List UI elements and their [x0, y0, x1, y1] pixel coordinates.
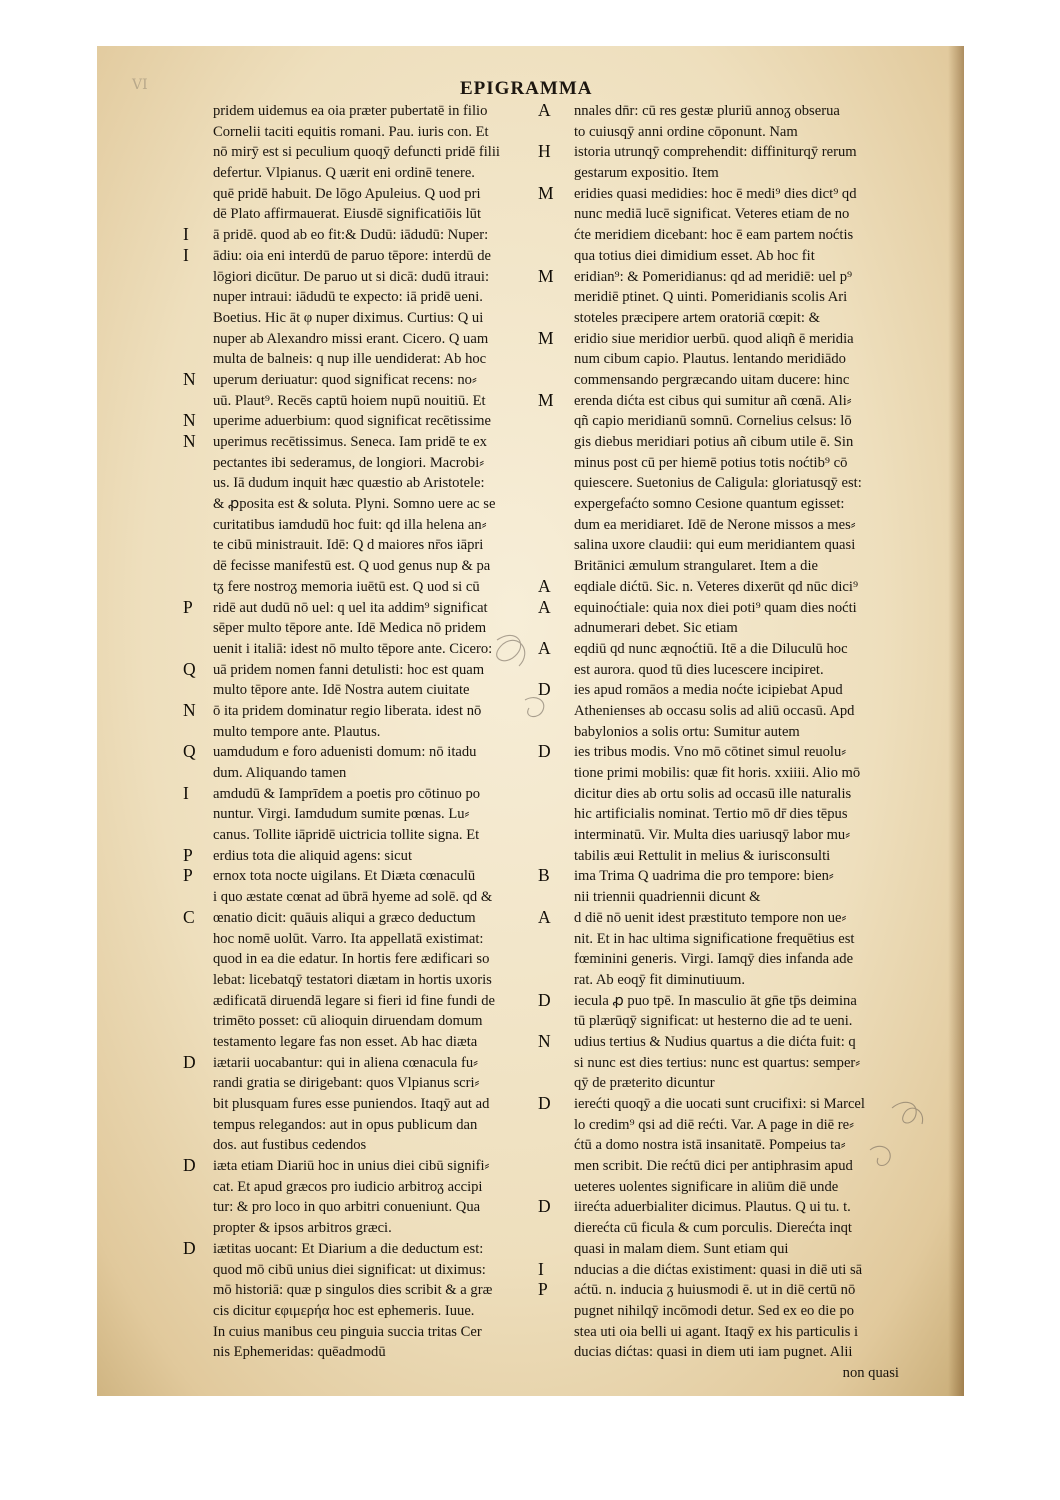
line-text: tū plærūqӯ significat: ut hesterno die ad te ueni.	[574, 1013, 853, 1030]
right-column-line	[537, 784, 903, 805]
left-column-line	[180, 1011, 542, 1032]
line-text: uperimus recētissimus. Seneca. Iam pridē te ex	[213, 434, 487, 450]
left-column-line	[180, 784, 542, 805]
line-text: ćtū a domo nostra istā insanitatē. Pompeius ta⸗	[574, 1137, 846, 1154]
initial-letter: P	[183, 844, 193, 865]
right-column-line	[537, 929, 903, 950]
line-text: erdius tota die aliquid agens: sicut	[213, 847, 412, 864]
line-text: pugnet nihilqӯ incōmodi detur. Sed ex eo die po	[574, 1302, 855, 1319]
right-column-line	[537, 598, 903, 619]
line-text: dē Plato affirmauerat. Eiusdē significatiōis lūt	[213, 206, 482, 223]
line-text: iӕta etiam Diariū hoc in unius diei cibū signifi⸗	[213, 1158, 490, 1175]
line-text: tur: & pro loco in quo arbitri conueniunt. Qua	[213, 1199, 481, 1216]
right-column-line	[537, 246, 903, 267]
line-text: salina uxore claudii: qui eum meridiantem quasi	[574, 537, 856, 554]
line-text: to cuiusqӯ anni ordine cōponunt. Nam	[574, 123, 798, 140]
line-text: multo tempore ante. Plautus.	[213, 723, 381, 740]
left-column-line	[180, 1053, 542, 1074]
left-column-line	[180, 204, 542, 225]
line-text: trimēto posset: cū alioquin diruendam domum	[213, 1013, 483, 1030]
line-text: meridiē ptinet. Q uinti. Pomeridianis scolis Ari	[574, 289, 848, 306]
initial-letter: A	[538, 100, 551, 120]
line-text: œnatio dicit: quāuis aliqui a grӕco deductum	[213, 909, 476, 926]
line-text: udius tertius & Nudius quartus a die dićta fuit: q	[574, 1033, 856, 1050]
initial-letter: D	[183, 1051, 196, 1072]
right-column-line	[537, 949, 903, 970]
initial-letter: N	[183, 410, 196, 431]
line-text: ā pridē. quod ab eo fit:& Dudū: iādudū: Nuper:	[213, 227, 489, 244]
initial-letter: I	[183, 244, 189, 265]
right-column-line	[537, 763, 903, 784]
line-text: defertur. Vlpianus. Q uӕrit eni ordinē tenere.	[213, 165, 475, 182]
right-column-line	[537, 122, 903, 143]
right-column-line	[537, 1094, 903, 1115]
left-column-line	[180, 742, 542, 763]
right-column-line	[537, 535, 903, 556]
line-text: qӯ de prӕterito dicuntur	[574, 1075, 715, 1092]
line-text: non quasi	[842, 1364, 899, 1381]
line-text: uā pridem nomen fanni detulisti: hoc est quam	[213, 661, 485, 678]
left-column-line	[180, 991, 542, 1012]
left-column-line	[180, 722, 542, 743]
left-column-line	[180, 1322, 542, 1343]
right-column-line	[537, 494, 903, 515]
left-column-line	[180, 866, 542, 887]
left-column-line	[180, 804, 542, 825]
right-column-line	[537, 618, 903, 639]
line-text: gestarum expositio. Item	[574, 165, 719, 182]
right-column-line	[537, 742, 903, 763]
left-column-line	[180, 225, 542, 246]
initial-letter: Q	[183, 658, 196, 679]
left-column-line	[180, 577, 542, 598]
right-column-line	[537, 142, 903, 163]
line-text: ridē aut dudū nō uel: q uel ita addim⁹ significat	[213, 599, 488, 616]
line-text: iӕtitas uocant: Et Diarium a die deductum est:	[213, 1240, 484, 1257]
line-text: nuper ab Alexandro missi erant. Cicero. Q uam	[213, 330, 489, 347]
running-head: EPIGRAMMA	[460, 78, 593, 99]
right-column-line	[537, 515, 903, 536]
right-column-line	[537, 308, 903, 329]
line-text: expergefaćto somno Cesione quantum egisset:	[574, 496, 845, 513]
line-text: qua totius diei dimidium esset. Ab hoc fit	[574, 247, 815, 264]
line-text: commensando pergrӕcando uitam ducere: hinc	[574, 371, 850, 388]
line-text: fœminini generis. Virgi. Iamqӯ dies infanda ade	[574, 951, 854, 968]
line-text: hic artificialis nominat. Tertio mō dr̄ dies tēpus	[574, 806, 848, 823]
initial-letter: D	[538, 741, 551, 762]
left-column-line	[180, 887, 542, 908]
right-column-line	[537, 846, 903, 867]
right-column-line	[537, 1218, 903, 1239]
line-text: ernox tota nocte uigilans. Et Diӕta cœnaculū	[213, 868, 476, 885]
right-column-line	[537, 1342, 903, 1363]
line-text: nii triennii quadriennii dicunt &	[574, 889, 761, 906]
line-text: ducias dićtas: quasi in diem uti iam pugnet. Alii	[574, 1344, 853, 1361]
line-text: nunc mediā lucē significat. Veteres etiam de no	[574, 206, 850, 223]
line-text: lebat: licebatqӯ testatori diӕtam in hortis uxoris	[213, 971, 492, 988]
line-text: ӕdificatā diruendā legare si fieri id fine fundi de	[213, 992, 496, 1009]
line-text: quod in ea die edatur. In hortis fere ӕdificari so	[213, 951, 490, 968]
left-column-line	[180, 1094, 542, 1115]
right-column-line	[537, 101, 903, 122]
line-text: Cornelii taciti equitis romani. Pau. iuris con. Et	[213, 123, 489, 140]
initial-letter: D	[538, 989, 551, 1010]
left-column-line	[180, 598, 542, 619]
left-column-line	[180, 473, 542, 494]
right-column-line	[537, 432, 903, 453]
right-column-line	[537, 1260, 903, 1281]
line-text: quiescere. Suetonius de Caligula: gloriatusqӯ est:	[574, 475, 862, 492]
right-column-line	[537, 329, 903, 350]
right-column-line	[537, 1032, 903, 1053]
initial-letter: M	[538, 265, 554, 286]
left-column-line	[180, 1156, 542, 1177]
left-column-line	[180, 411, 542, 432]
left-column-line	[180, 308, 542, 329]
line-text: eridio siue meridior uerbū. quod aliqñ ē meridia	[574, 330, 854, 347]
left-column-line	[180, 825, 542, 846]
initial-letter: A	[538, 575, 551, 596]
left-column-line	[180, 660, 542, 681]
left-column-line	[180, 453, 542, 474]
line-text: hoc nomē uolūt. Varro. Ita appellatā existimat:	[213, 930, 484, 947]
line-text: Athenienses ab occasu solis ad aliū occasū. Apd	[574, 702, 855, 719]
right-column-line	[537, 660, 903, 681]
line-text: num cibum capio. Plautus. lentando meridiādo	[574, 351, 846, 368]
line-text: ō ita pridem dominatur regio liberata. idest nō	[213, 702, 482, 719]
line-text: amdudū & Iamprīdem a poetis pro cōtinuo po	[213, 785, 481, 802]
line-text: istoria utrunqӯ comprehendit: diffiniturqӯ rerum	[574, 144, 857, 161]
initial-letter: N	[183, 368, 196, 389]
line-text: lōgiori dicūtur. De paruo ut si dicā: dudū itraui:	[213, 268, 490, 285]
line-text: erenda dićta est cibus qui sumitur añ cœnā. Ali⸗	[574, 392, 852, 409]
right-column-line	[537, 1197, 903, 1218]
right-column-line	[537, 473, 903, 494]
right-column-line	[537, 887, 903, 908]
right-column-line	[537, 163, 903, 184]
right-column-line	[537, 1239, 903, 1260]
initial-letter: P	[538, 1279, 548, 1300]
line-text: bit plusquam fures esse puniendos. Itaqӯ aut ad	[213, 1096, 490, 1112]
right-column-line	[537, 804, 903, 825]
line-text: interminatū. Vir. Multa dies uariusqӯ labor mu⸗	[574, 827, 851, 844]
right-column-line	[537, 991, 903, 1012]
line-text: equinoćtiale: quia nox diei poti⁹ quam dies noćti	[574, 599, 857, 616]
left-column-line	[180, 1177, 542, 1198]
right-column-line	[537, 287, 903, 308]
initial-letter: I	[538, 1258, 544, 1279]
line-text: dos. aut fustibus cedendos	[213, 1137, 367, 1154]
line-text: eridies quasi medidies: hoc ē medi⁹ dies dict⁹ qd	[574, 185, 857, 202]
line-text: ierećti quoqӯ a die uocati sunt crucifixi: si Marcel	[574, 1096, 865, 1112]
left-column-line	[180, 349, 542, 370]
initial-letter: N	[538, 1030, 551, 1051]
right-column-line	[537, 204, 903, 225]
left-column-line	[180, 101, 542, 122]
line-text: In cuius manibus ceu pinguia succia tritas Cer	[213, 1323, 482, 1340]
left-column-line	[180, 701, 542, 722]
line-text: te cibū ministrauit. Idē: Q d maiores nr̄os iāpri	[213, 537, 484, 554]
line-text: uū. Plaut⁹. Recēs captū hoiem nupū nouitiū. Et	[213, 392, 486, 409]
line-text: canus. Tollite iāpridē uictricia tollite signa. Et	[213, 827, 480, 844]
right-column-line	[537, 1135, 903, 1156]
right-column-line	[537, 453, 903, 474]
line-text: tempus relegandos: aut in opus publicum dan	[213, 1116, 478, 1133]
right-column	[537, 101, 903, 1384]
initial-letter: A	[538, 637, 551, 658]
line-text: nducias a die dićtas existiment: quasi in diē uti sā	[574, 1261, 863, 1278]
line-text: & ꝓposita est & soluta. Plyni. Somno uere ac se	[213, 496, 496, 513]
edge-mark: VI	[132, 77, 148, 93]
left-column-line	[180, 639, 542, 660]
line-text: ueteres uolentes significare in aliūm diē unde	[574, 1178, 839, 1195]
line-text: uenit i italiā: idest nō multo tēpore ante. Cicero:	[213, 640, 493, 657]
left-column-line	[180, 556, 542, 577]
line-text: ādiu: oia eni interdū de paruo tēpore: interdū de	[213, 247, 491, 264]
initial-letter: D	[183, 1155, 196, 1176]
line-text: iӕtarii uocabantur: qui in aliena cœnacula fu⸗	[213, 1054, 479, 1071]
initial-letter: D	[538, 679, 551, 700]
line-text: aćtū. n. inducia ᵹ huiusmodi ē. ut in diē certū nō	[574, 1282, 856, 1299]
line-text: ćte meridiem dicebant: hoc ē eam partem noćtis	[574, 227, 854, 244]
left-column-line	[180, 163, 542, 184]
left-column-line	[180, 1197, 542, 1218]
left-column-line	[180, 1260, 542, 1281]
left-column-line	[180, 184, 542, 205]
line-text: nit. Et in hac ultima significatione frequētius est	[574, 930, 855, 947]
initial-letter: A	[538, 906, 551, 927]
initial-letter: N	[183, 431, 196, 451]
left-column-line	[180, 846, 542, 867]
line-text: us. Iā dudum inquit hӕc quӕstio ab Aristotele:	[213, 475, 485, 492]
line-text: nnales dn̄r: cū res gestӕ pluriū annoᵹ obserua	[574, 103, 840, 119]
line-text: nō mirӯ est si peculium quoqӯ defuncti pridē filii	[213, 144, 500, 161]
line-text: babylonios a solis ortu: Sumitur autem	[574, 723, 800, 740]
line-text: nuper intraui: iādudū te expecto: iā pridē ueni.	[213, 289, 483, 306]
right-column-line	[537, 1073, 903, 1094]
left-column	[180, 101, 542, 1363]
initial-letter: N	[183, 699, 196, 720]
line-text: nis Ephemeridas: quēadmodū	[213, 1344, 386, 1361]
left-column-line	[180, 680, 542, 701]
line-text: multo tēpore ante. Idē Nostra autem ciuitate	[213, 682, 470, 699]
initial-letter: A	[538, 596, 551, 617]
right-column-line	[537, 349, 903, 370]
initial-letter: H	[538, 141, 551, 162]
line-text: dicitur dies ab ortu solis ad occasū ille naturalis	[574, 785, 852, 802]
right-column-line	[537, 1301, 903, 1322]
initial-letter: P	[183, 596, 193, 617]
line-text: stea uti oia belli ui agant. Itaqӯ ex his particulis i	[574, 1323, 859, 1340]
right-column-line	[537, 391, 903, 412]
line-text: dierećta cū ficula & cum porculis. Dierećta inqt	[574, 1220, 852, 1237]
left-column-line	[180, 246, 542, 267]
right-column-line	[537, 225, 903, 246]
left-column-line	[180, 515, 542, 536]
line-text: quē pridē habuit. De lōgo Apuleius. Q uod pri	[213, 185, 481, 202]
left-column-line	[180, 1032, 542, 1053]
line-text: quod mō cibū unius diei significat: ut diximus:	[213, 1261, 486, 1278]
left-column-line	[180, 267, 542, 288]
line-text: uperime aduerbium: quod significat recētissime	[213, 413, 492, 430]
left-column-line	[180, 1115, 542, 1136]
line-text: iirećta aduerbialiter dicimus. Plautus. Q ui tu. t.	[574, 1199, 851, 1216]
line-text: iecula ꝓ puo tpē. In masculio āt gn̄e tp̄s deimina	[574, 992, 857, 1009]
initial-letter: D	[538, 1093, 551, 1113]
line-text: eridian⁹: & Pomeridianus: qd ad meridiē: uel p⁹	[574, 268, 853, 285]
right-column-line	[537, 1053, 903, 1074]
right-column-line	[537, 267, 903, 288]
left-column-line	[180, 1280, 542, 1301]
right-column-line	[537, 1322, 903, 1343]
line-text: uamdudum e foro aduenisti domum: nō itadu	[213, 744, 477, 761]
line-text: pectantes ibi sederamus, de longiori. Macrobi⸗	[213, 454, 485, 471]
line-text: pridem uidemus ea oia prӕter pubertatē in filio	[213, 103, 488, 119]
line-text: sēper multo tēpore ante. Idē Medica nō pridem	[213, 620, 487, 637]
line-text: curitatibus iamdudū hoc fuit: qd illa helena an⸗	[213, 516, 487, 533]
initial-letter: M	[538, 327, 554, 348]
line-text: adnumerari debet. Sic etiam	[574, 620, 738, 637]
line-text: gis diebus meridiari potius añ cibum utile ē. Sin	[574, 434, 854, 450]
left-column-line	[180, 494, 542, 515]
right-column-line	[537, 866, 903, 887]
initial-letter: I	[183, 224, 189, 245]
initial-letter: D	[538, 1196, 551, 1217]
right-column-line	[537, 411, 903, 432]
right-column-line	[537, 1177, 903, 1198]
line-text: minus post cū per hiemē potius totis noćtib⁹ cō	[574, 454, 848, 471]
left-column-line	[180, 929, 542, 950]
right-column-line	[537, 701, 903, 722]
line-text: dum. Aliquando tamen	[213, 765, 347, 781]
right-column-line	[537, 1156, 903, 1177]
line-text: Boetius. Hic āt φ nuper diximus. Curtius: Q ui	[213, 309, 484, 326]
right-column-line	[537, 370, 903, 391]
left-column-line	[180, 391, 542, 412]
line-text: d diē nō uenit idest prӕstituto tempore non ue⸗	[574, 909, 847, 926]
left-column-line	[180, 370, 542, 391]
right-column-line	[537, 184, 903, 205]
line-text: multa de balneis: q nup ille uendiderat: Ab hoc	[213, 351, 487, 368]
line-text: mō historiā: quӕ p singulos dies scribit & a grӕ	[213, 1282, 493, 1299]
left-column-line	[180, 1301, 542, 1322]
right-column-line	[537, 639, 903, 660]
right-column-line	[537, 556, 903, 577]
line-text: lo credim⁹ qsi ad diē rećti. Var. A page in diē re⸗	[574, 1116, 854, 1133]
line-text: stoteles prӕcipere artem oratoriā cœpit: &	[574, 309, 820, 326]
line-text: cis dicitur ϵφιμερήα hoc est ephemeris. Iuue.	[213, 1302, 475, 1319]
left-column-line	[180, 122, 542, 143]
right-column-line	[537, 1115, 903, 1136]
left-column-line	[180, 1135, 542, 1156]
line-text: cat. Et apud grӕcos pro iudicio arbitroᵹ accipi	[213, 1178, 483, 1195]
initial-letter: Q	[183, 741, 196, 762]
left-column-line	[180, 432, 542, 453]
line-text: eqdiū qd nunc ӕqnoćtiū. Itē a die Diluculū hoc	[574, 640, 848, 657]
line-text: Britānici ӕmulum strangularet. Item a die	[574, 558, 818, 575]
left-column-line	[180, 1218, 542, 1239]
line-text: uperum deriuatur: quod significat recens: no⸗	[213, 371, 477, 388]
right-column-line	[537, 825, 903, 846]
line-text: ies tribus modis. Vno mō cōtinet simul reuolu⸗	[574, 744, 847, 761]
line-text: tᵹ fere nostroᵹ memoria iuētū est. Q uod si cū	[213, 578, 480, 595]
line-text: tabilis ӕui Rettulit in melius & iurisconsulti	[574, 847, 831, 864]
left-column-line	[180, 970, 542, 991]
line-text: si nunc est dies tertius: nunc est quartus: semper⸗	[574, 1054, 861, 1071]
right-column-line	[537, 577, 903, 598]
line-text: dē fecisse manifestū est. Q uod genus nup & pa	[213, 558, 491, 575]
left-column-line	[180, 1239, 542, 1260]
left-column-line	[180, 618, 542, 639]
line-text: ies apud romāos a media noćte icipiebat Apud	[574, 682, 843, 699]
initial-letter: D	[183, 1237, 196, 1258]
initial-letter: I	[183, 782, 189, 803]
left-column-line	[180, 908, 542, 929]
line-text: ima Trima Q uadrima die pro tempore: bien⸗	[574, 868, 834, 885]
left-column-line	[180, 287, 542, 308]
left-column-line	[180, 1342, 542, 1363]
line-text: dum ea meridiaret. Idē de Nerone missos a mes⸗	[574, 516, 856, 533]
right-column-line	[537, 908, 903, 929]
left-column-line	[180, 535, 542, 556]
line-text: est aurora. quod tū dies lucescere incipiret.	[574, 661, 824, 678]
initial-letter: M	[538, 182, 554, 203]
line-text: testamento legare fas non esset. Ab hac diӕta	[213, 1033, 478, 1050]
initial-letter: M	[538, 389, 554, 410]
line-text: propter & ipsos arbitros grӕci.	[213, 1220, 392, 1237]
right-column-line	[537, 680, 903, 701]
initial-letter: B	[538, 865, 550, 886]
right-column-line	[537, 1280, 903, 1301]
line-text: tione primi mobilis: quӕ fit horis. xxiiii. Alio mō	[574, 765, 861, 781]
line-text: qñ capio meridianū somnū. Cornelius celsus: lō	[574, 413, 852, 430]
left-column-line	[180, 763, 542, 784]
right-column-line	[537, 1363, 903, 1384]
line-text: quasi in malam diem. Sunt etiam qui	[574, 1240, 789, 1257]
right-column-line	[537, 722, 903, 743]
initial-letter: P	[183, 865, 193, 886]
line-text: rat. Ab eoqӯ fit diminutiuum.	[574, 971, 746, 988]
line-text: men scribit. Die rećtū dici per antiphrasim apud	[574, 1158, 853, 1175]
line-text: eqdiale dićtū. Sic. n. Veteres dixerūt qd nūc dici⁹	[574, 578, 859, 595]
right-column-line	[537, 1011, 903, 1032]
right-column-line	[537, 970, 903, 991]
left-column-line	[180, 329, 542, 350]
left-column-line	[180, 949, 542, 970]
line-text: nuntur. Virgi. Iamdudum sumite pœnas. Lu⸗	[213, 806, 470, 823]
line-text: randi gratia se dirigebant: quos Vlpianus scri⸗	[213, 1075, 480, 1092]
left-column-line	[180, 142, 542, 163]
line-text: i quo ӕstate cœnat ad ūbrā hyeme ad solē. qd &	[213, 889, 493, 906]
initial-letter: C	[183, 906, 195, 927]
left-column-line	[180, 1073, 542, 1094]
